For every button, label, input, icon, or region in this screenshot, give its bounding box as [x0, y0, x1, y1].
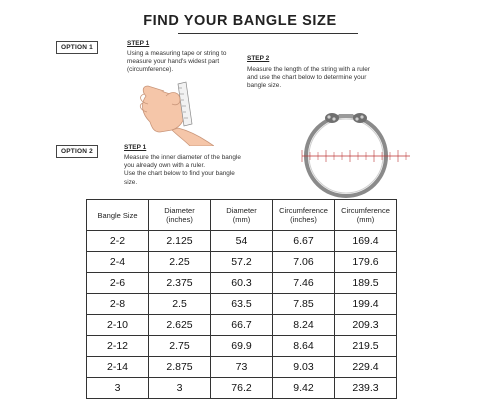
header-circumference-inches [273, 200, 335, 231]
table-cell: 2.375 [149, 273, 211, 294]
option-1-step-1-line: (circumference). [127, 66, 174, 74]
table-cell: 2-2 [87, 231, 149, 252]
table-cell: 7.46 [273, 273, 335, 294]
header-line: Bangle Size [97, 210, 138, 220]
table-cell: 7.06 [273, 252, 335, 273]
hand-measuring-tape-icon [134, 78, 214, 146]
table-cell: 2-6 [87, 273, 149, 294]
table-cell: 2-10 [87, 315, 149, 336]
table-cell: 6.67 [273, 231, 335, 252]
table-cell: 2.625 [149, 315, 211, 336]
table-cell: 179.6 [335, 252, 397, 273]
table-cell: 239.3 [335, 378, 397, 399]
table-header-row [87, 200, 397, 231]
table-cell: 69.9 [211, 336, 273, 357]
table-cell: 66.7 [211, 315, 273, 336]
title-underline [178, 33, 358, 34]
option-1-step-2-label: STEP 2 [247, 55, 270, 62]
option-1-step-2-line: Measure the length of the string with a ruler [247, 66, 370, 73]
table-cell: 3 [87, 378, 149, 399]
table-cell: 2-8 [87, 294, 149, 315]
header-line: Diameter [164, 206, 195, 215]
option-2-step-1-text [124, 154, 241, 187]
table-cell: 209.3 [335, 315, 397, 336]
option-1-step-2-line: bangle size. [247, 82, 282, 90]
header-line: (mm) [232, 215, 251, 224]
header-line: Circumference [279, 206, 328, 215]
option-2-step-1-line: Measure the inner diameter of the bangle [124, 154, 241, 161]
table-cell: 169.4 [335, 231, 397, 252]
table-row [87, 294, 397, 315]
option-2-step-1-line: Use the chart below to find your bangle [124, 170, 235, 178]
table-cell: 57.2 [211, 252, 273, 273]
table-cell: 229.4 [335, 357, 397, 378]
option-1-step-2-line: and use the chart below to determine your [247, 74, 367, 82]
table-cell: 2.125 [149, 231, 211, 252]
option-1-step-2-text [247, 66, 370, 91]
option-1-step-1-label: STEP 1 [127, 40, 150, 47]
table-cell: 2.75 [149, 336, 211, 357]
table-cell: 73 [211, 357, 273, 378]
option-2-step-1-line: size. [124, 178, 138, 186]
option-1-badge: OPTION 1 [56, 41, 98, 54]
table-row [87, 273, 397, 294]
table-row [87, 378, 397, 399]
table-row [87, 357, 397, 378]
option-2-step-1-label: STEP 1 [124, 144, 147, 151]
table-cell: 9.03 [273, 357, 335, 378]
table-cell: 8.24 [273, 315, 335, 336]
table-cell: 63.5 [211, 294, 273, 315]
table-cell: 189.5 [335, 273, 397, 294]
table-cell: 199.4 [335, 294, 397, 315]
header-circumference-mm [335, 200, 397, 231]
ruler [302, 150, 410, 162]
header-line: (inches) [290, 215, 317, 224]
header-line: Diameter [226, 206, 257, 215]
table-cell: 3 [149, 378, 211, 399]
option-2-step-1-line: you already own with a ruler. [124, 162, 205, 170]
table-cell: 2-14 [87, 357, 149, 378]
table-cell: 60.3 [211, 273, 273, 294]
header-line: (inches) [166, 215, 193, 224]
option-1-step-1-text [127, 50, 226, 75]
table-cell: 2.5 [149, 294, 211, 315]
table-cell: 54 [211, 231, 273, 252]
table-cell: 8.64 [273, 336, 335, 357]
header-line: (mm) [356, 215, 375, 224]
bangle-ornament [325, 113, 367, 123]
table-row [87, 336, 397, 357]
table-cell: 7.85 [273, 294, 335, 315]
option-2-badge: OPTION 2 [56, 145, 98, 158]
table-row [87, 315, 397, 336]
bangle-ruler-icon [300, 106, 412, 202]
header-bangle-size [87, 200, 149, 231]
header-diameter-inches [149, 200, 211, 231]
table-row [87, 252, 397, 273]
table-cell: 76.2 [211, 378, 273, 399]
bangle-size-table [86, 199, 397, 399]
table-cell: 9.42 [273, 378, 335, 399]
option-1-step-1-line: Using a measuring tape or string to [127, 50, 227, 57]
table-cell: 2.25 [149, 252, 211, 273]
header-diameter-mm [211, 200, 273, 231]
option-1-step-1-line: measure your hand's widest part [127, 58, 220, 66]
table-cell: 2-4 [87, 252, 149, 273]
table-cell: 219.5 [335, 336, 397, 357]
page-title: FIND YOUR BANGLE SIZE [143, 13, 337, 29]
header-line: Circumference [341, 206, 390, 215]
table-cell: 2.875 [149, 357, 211, 378]
table-row [87, 231, 397, 252]
table-cell: 2-12 [87, 336, 149, 357]
